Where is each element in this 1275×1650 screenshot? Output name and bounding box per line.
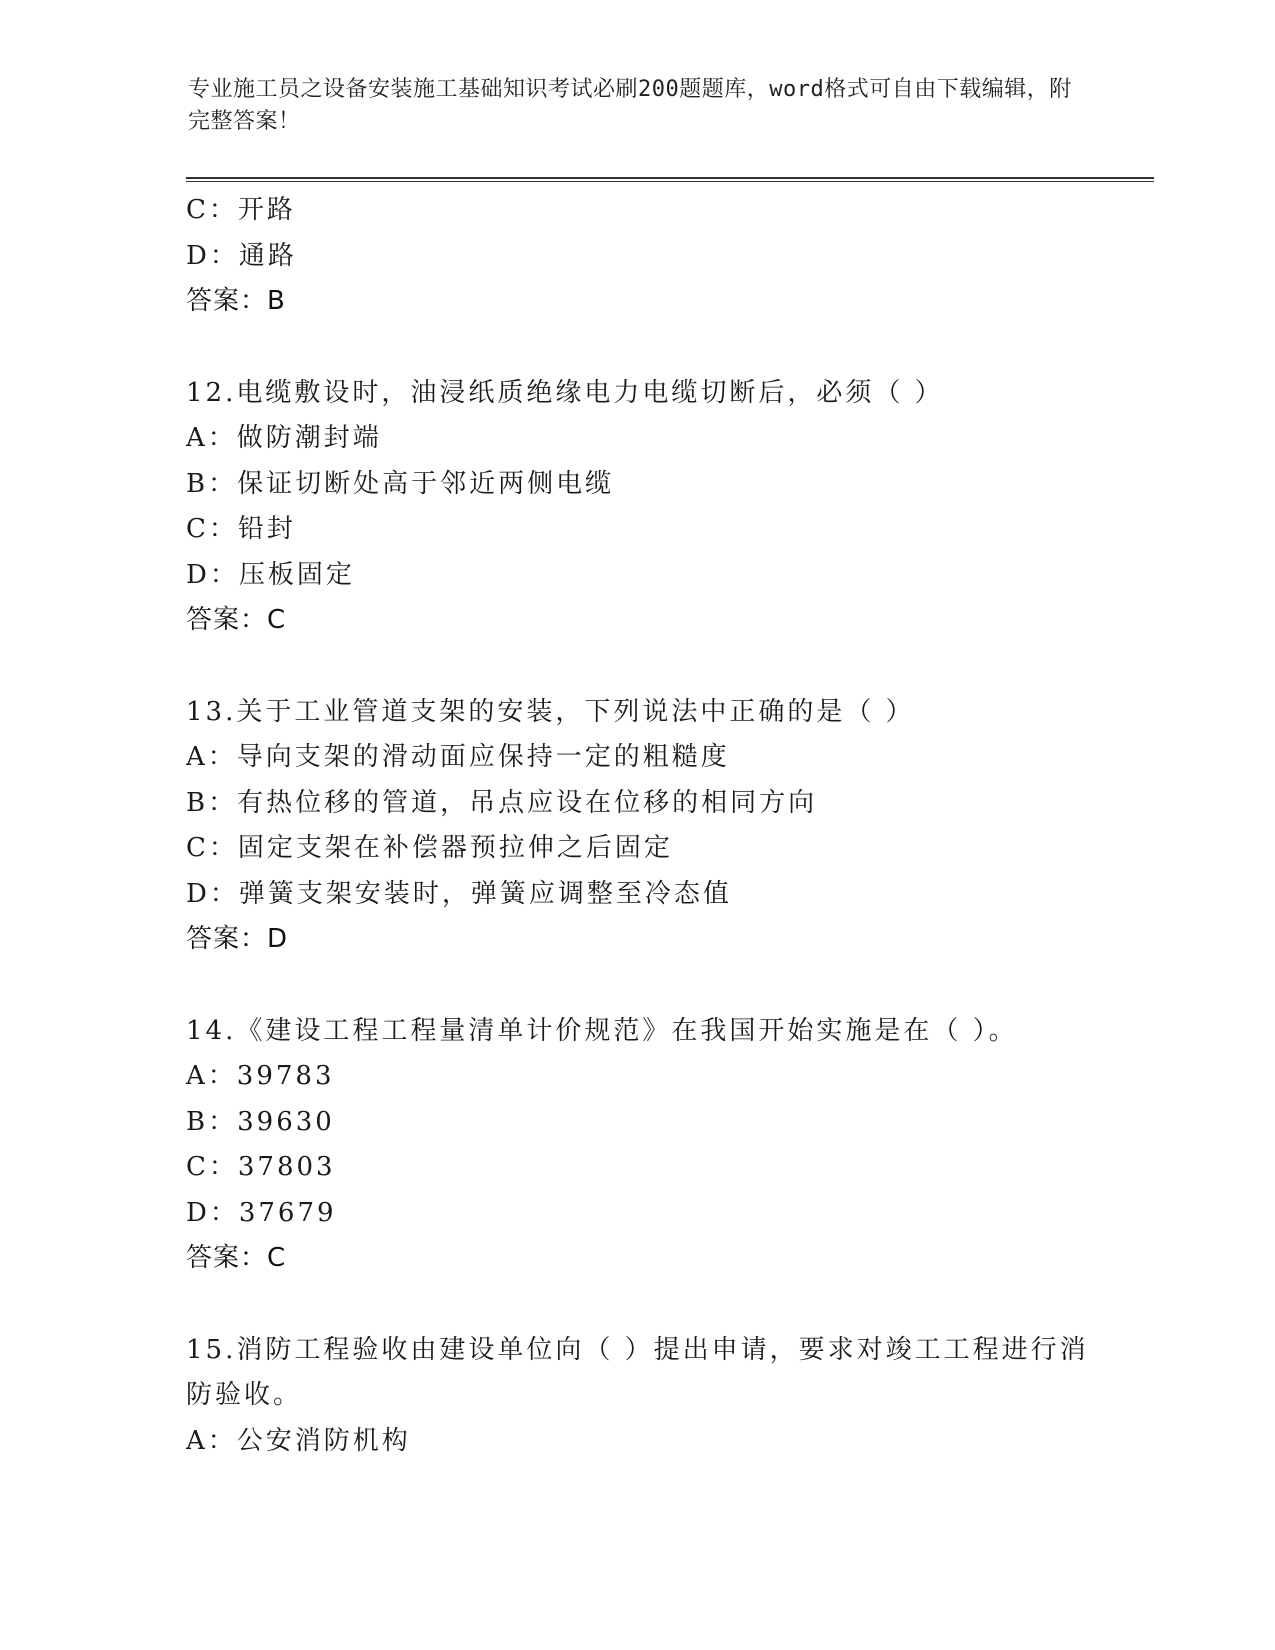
answer-line: 答案：D [186,924,289,954]
option-line: B：39630 [186,1106,335,1137]
option-line: D：弹簧支架安装时，弹簧应调整至冷态值 [186,878,732,909]
option-line: A：39783 [186,1061,335,1091]
spacer [186,963,1106,1009]
option-line: D：压板固定 [186,559,355,590]
question-list [186,188,1106,1464]
answer-line: 答案：B [186,286,286,316]
option-line: A：公安消防机构 [186,1425,411,1456]
option-line: C：固定支架在补偿器预拉伸之后固定 [186,833,673,863]
option-line: D：通路 [186,240,297,271]
header-divider [186,177,1154,182]
question-text: 14.《建设工程工程量清单计价规范》在我国开始实施是在（ ）。 [186,1015,1018,1046]
spacer [186,1282,1106,1328]
option-line: B：有热位移的管道，吊点应设在位移的相同方向 [186,787,818,818]
answer-line: 答案：C [186,605,287,635]
option-line: C：开路 [186,195,296,225]
option-line: B：保证切断处高于邻近两侧电缆 [186,468,615,499]
option-line: C：铅封 [186,514,296,544]
option-line: A：做防潮封端 [186,423,382,453]
question-text: 15.消防工程验收由建设单位向（ ）提出申请，要求对竣工工程进行消防验收。 [186,1334,1089,1410]
spacer [186,325,1106,371]
option-line: A：导向支架的滑动面应保持一定的粗糙度 [186,742,730,772]
question-text: 13.关于工业管道支架的安装，下列说法中正确的是（ ） [186,696,915,727]
question-text: 12.电缆敷设时，油浸纸质绝缘电力电缆切断后，必须（ ） [186,377,944,408]
page-header-title: 专业施工员之设备安装施工基础知识考试必刷200题题库，word格式可自由下载编辑，附完整答案！ [188,77,1072,134]
option-line: C：37803 [186,1152,336,1182]
spacer [186,644,1106,690]
answer-line: 答案：C [186,1243,287,1273]
option-line: D：37679 [186,1197,337,1228]
